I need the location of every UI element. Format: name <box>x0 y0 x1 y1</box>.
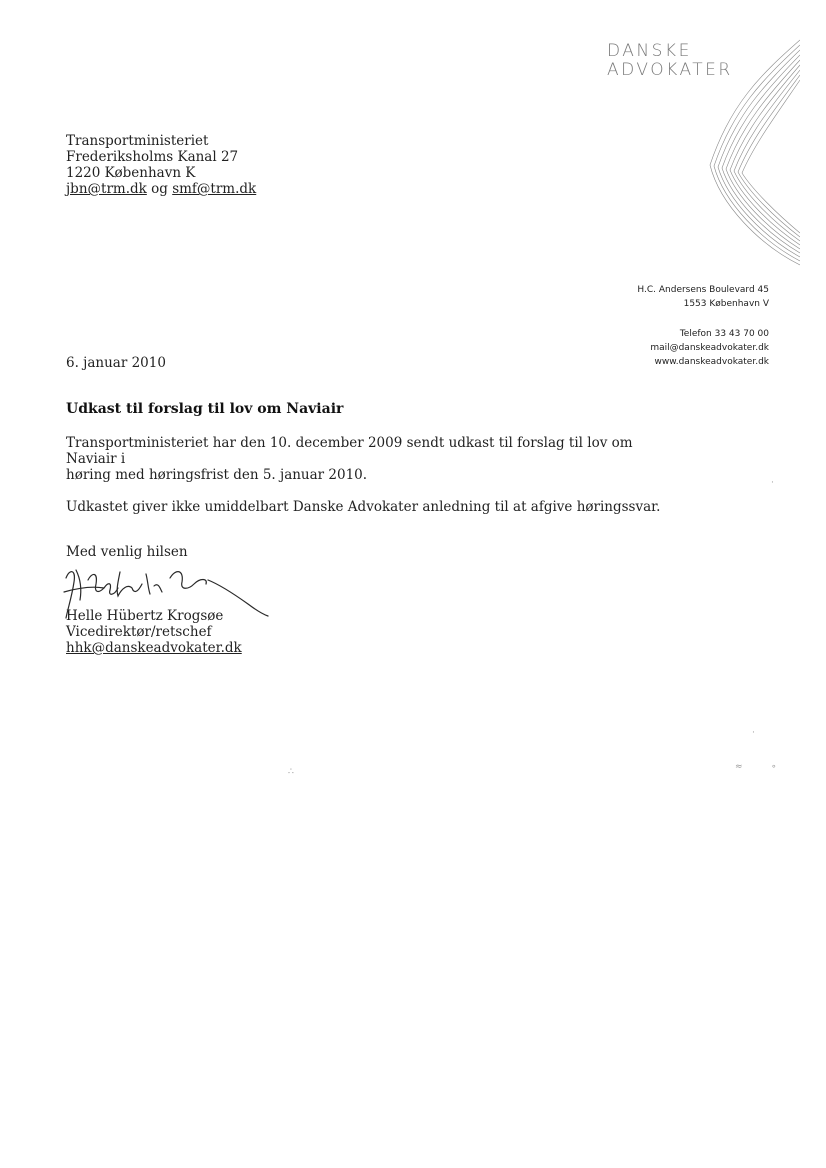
sender-contact <box>637 283 769 369</box>
scan-speck: ∴ <box>288 767 294 777</box>
sender-phone: Telefon 33 43 70 00 <box>679 329 769 339</box>
body-paragraph-1 <box>66 435 666 483</box>
scan-speck: · <box>752 728 755 738</box>
recipient-email-conjunction: og <box>151 181 168 197</box>
logo-swoosh-icon <box>700 35 800 275</box>
signatory-title: Vicedirektør/retschef <box>66 624 212 640</box>
signatory-email-link[interactable]: hhk@danskeadvokater.dk <box>66 640 242 656</box>
recipient-name: Transportministeriet <box>66 133 209 149</box>
scan-speck: · <box>771 478 774 488</box>
handwritten-signature-icon <box>58 558 273 620</box>
body-paragraph-1-line-1: Transportministeriet har den 10. december 2009 sendt udkast til forslag til lov om Naviair i <box>66 435 633 467</box>
body-paragraph-2: Udkastet giver ikke umiddelbart Danske Advokater anledning til at afgive høringssvar. <box>66 499 661 515</box>
logo-line-2: ADVOKATER <box>607 60 733 80</box>
sender-website: www.danskeadvokater.dk <box>654 357 769 367</box>
letter-date: 6. januar 2010 <box>66 355 166 371</box>
letter-body <box>66 435 666 531</box>
recipient-email-link-2[interactable]: smf@trm.dk <box>172 181 257 197</box>
scan-speck: ∘ <box>771 762 777 772</box>
closing-greeting: Med venlig hilsen <box>66 544 188 560</box>
recipient-email-link-1[interactable]: jbn@trm.dk <box>66 181 147 197</box>
recipient-street: Frederiksholms Kanal 27 <box>66 149 239 165</box>
recipient-emails <box>66 181 256 197</box>
letter-subject: Udkast til forslag til lov om Naviair <box>66 401 344 417</box>
logo-line-1: DANSKE <box>607 41 692 61</box>
signatory-name: Helle Hübertz Krogsøe <box>66 608 224 624</box>
scan-speck: ≈ <box>735 762 743 772</box>
recipient-city: 1220 København K <box>66 165 196 181</box>
sender-email: mail@danskeadvokater.dk <box>650 343 769 353</box>
body-paragraph-1-line-2: høring med høringsfrist den 5. januar 2010. <box>66 467 368 483</box>
sender-city: 1553 København V <box>683 299 769 309</box>
sender-street: H.C. Andersens Boulevard 45 <box>637 285 769 295</box>
recipient-address <box>66 133 256 197</box>
